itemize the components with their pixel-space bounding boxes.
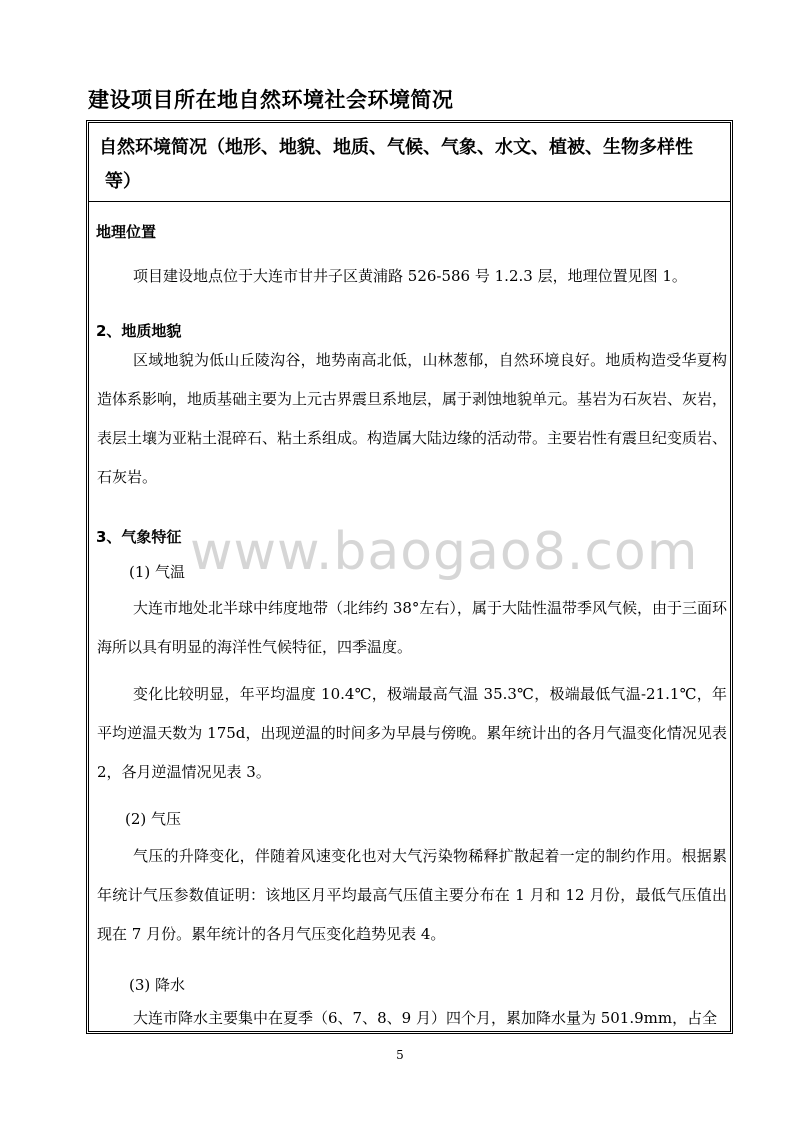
section-heading-line2: 等）: [105, 171, 141, 192]
geo-text: 项目建设地点位于大连市甘井子区黄浦路 526-586 号 1.2.3 层，地理位置见图 1。: [133, 267, 687, 285]
page-number: 5: [396, 1048, 404, 1062]
geo-heading: 地理位置: [96, 223, 157, 241]
temperature-text-1: 大连市地处北半球中纬度地带（北纬约 38°左右），属于大陆性温带季风气候，由于三面环海所以具有明显的海洋性气候特征，四季温度。: [97, 599, 727, 656]
geology-text: 区域地貌为低山丘陵沟谷，地势南高北低，山林葱郁，自然环境良好。地质构造受华夏构造体系影响，地质基础主要为上元古界震旦系地层，属于剥蚀地貌单元。基岩为石灰岩、灰岩，表层土壤为亚粘土混碎石、粘土系组成。构造属大陆边缘的活动带。主要岩性有震旦纪变质岩、石灰岩。: [97, 351, 728, 486]
page-title: 建设项目所在地自然环境社会环境简况: [88, 88, 454, 112]
climate-heading: 3、气象特征: [96, 528, 182, 546]
temperature-text-2: 变化比较明显，年平均温度 10.4℃，极端最高气温 35.3℃，极端最低气温-21.1℃，年平均逆温天数为 175d，出现逆温的时间多为早晨与傍晚。累年统计出的各月气温变化情况见表 2，各月逆温情况见表 3。: [97, 685, 727, 781]
section-heading: [99, 131, 720, 199]
precipitation-text: 大连市降水主要集中在夏季（6、7、8、9 月）四个月，累加降水量为 501.9mm，占全: [133, 1009, 718, 1027]
watermark: www.baogao8.com: [190, 522, 699, 582]
frame-divider: [89, 201, 730, 202]
pressure-text: 气压的升降变化，伴随着风速变化也对大气污染物稀释扩散起着一定的制约作用。根据累年统计气压参数值证明：该地区月平均最高气压值主要分布在 1 月和 12 月份，最低气压值出现在 7 月份。累年统计的各月气压变化趋势见表 4。: [97, 847, 727, 943]
precipitation-label: (3) 降水: [129, 976, 186, 994]
section-heading-line1: 自然环境简况（地形、地貌、地质、气候、气象、水文、植被、生物多样性: [99, 137, 693, 158]
geology-heading: 2、地质地貌: [96, 322, 182, 340]
content-frame: [86, 120, 733, 1034]
pressure-label: (2) 气压: [125, 810, 182, 828]
temperature-label: (1) 气温: [129, 563, 186, 581]
